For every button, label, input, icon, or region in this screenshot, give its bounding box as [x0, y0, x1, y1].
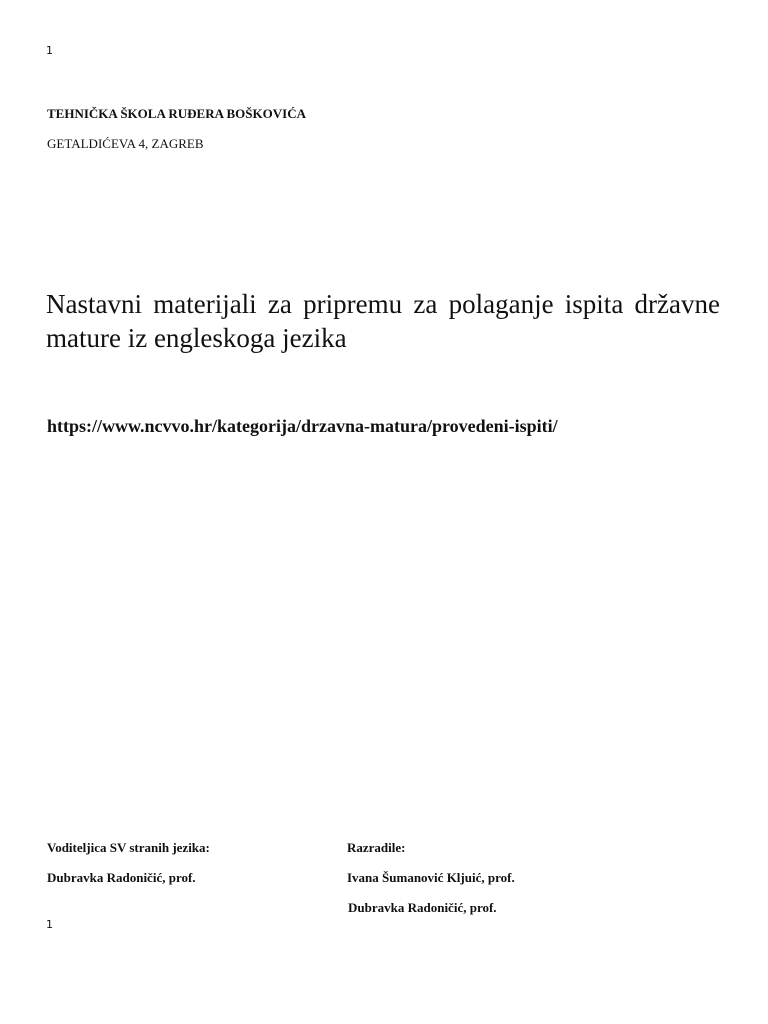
author-name: Ivana Šumanović Kljuić, prof.: [347, 870, 515, 885]
authors-label: Razradile:: [347, 840, 406, 855]
coordinator-name: Dubravka Radoničić, prof.: [47, 870, 196, 885]
reference-url[interactable]: https://www.ncvvo.hr/kategorija/drzavna-matura/provedeni-ispiti/: [47, 416, 558, 436]
document-title: Nastavni materijali za pripremu za polaganje ispita državne mature iz engleskoga jezika: [46, 289, 720, 353]
page-number-bottom: 1: [46, 918, 53, 931]
page-number-top: 1: [46, 44, 53, 57]
school-name: TEHNIČKA ŠKOLA RUĐERA BOŠKOVIĆA: [47, 106, 306, 121]
school-address: GETALDIĆEVA 4, ZAGREB: [47, 136, 204, 151]
author-name: Dubravka Radoničić, prof.: [348, 900, 497, 915]
coordinator-label: Voditeljica SV stranih jezika:: [47, 840, 210, 855]
